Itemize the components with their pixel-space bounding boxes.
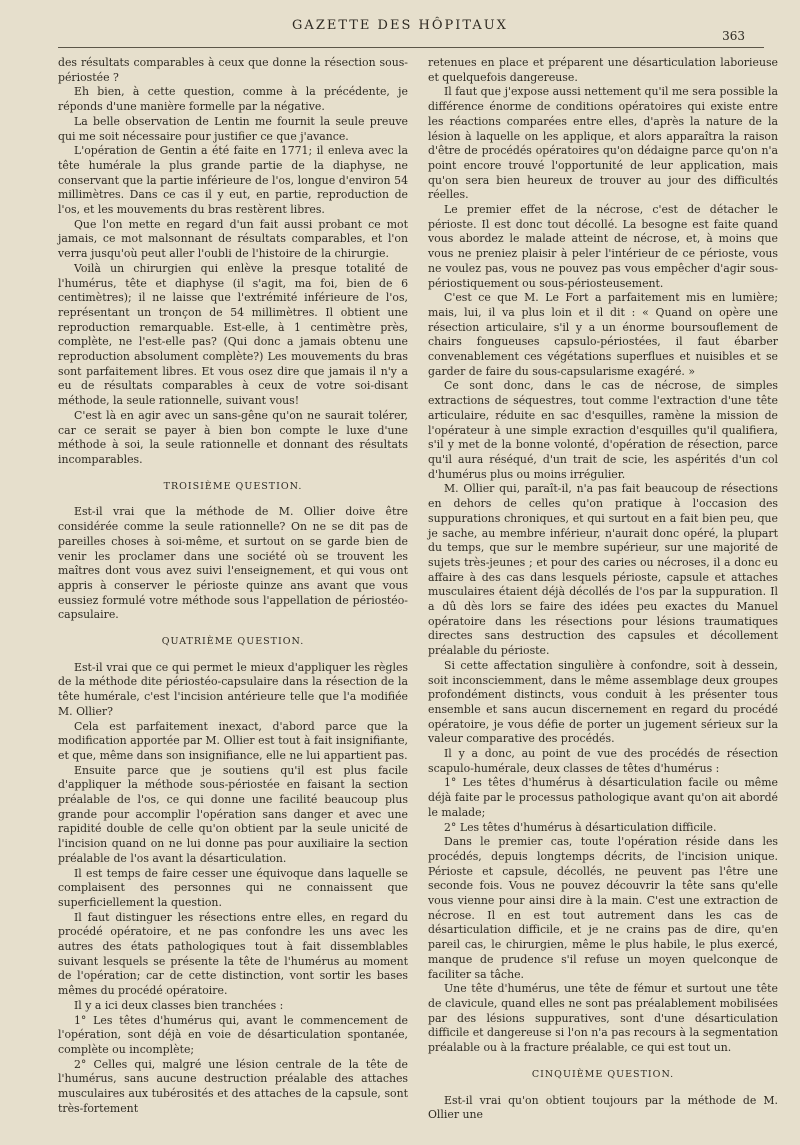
paragraph: Est-il vrai que la méthode de M. Ollier doive être considérée comme la seule rationnelle? On ne se dit pas de pareilles choses à soi-même, et surtout on se garde bien de venir les proclamer dans une société où se trouvent les maîtres dont vous avez suivi l'enseignement, et qui vous ont appris à conserver le périoste quinze ans avant que vous eussiez formulé votre méthode sous l'appellation de périostéo-capsulaire. [58, 505, 408, 622]
paragraph: Dans le premier cas, toute l'opération réside dans les procédés, depuis longtemps décrits, de l'incision unique. Périoste et capsule, décollés, ne peuvent pas l'être une seconde fois. Vous ne pouvez découvrir la tête sans qu'elle vous vienne pour ainsi dire à la main. C'est une extraction de nécrose. Il en est tout autrement dans les cas de désarticulation difficile, et je ne crains pas de dire, qu'en pareil cas, le chirurgien, même le plus habile, le plus exercé, manque de prudence s'il refuse un moyen quelconque de faciliter sa tâche. [428, 835, 778, 981]
running-title: GAZETTE DES HÔPITAUX [292, 18, 508, 33]
page-header [0, 0, 800, 48]
paragraph: L'opération de Gentin a été faite en 1771; il enleva avec la tête humérale la plus grande partie de la diaphyse, ne conservant que la partie inférieure de l'os, longue d'environ 54 millimètres. Dans ce cas il y eut, en partie, reproduction de l'os, et les mouvements du bras restèrent libres. [58, 144, 408, 217]
paragraph: Eh bien, à cette question, comme à la précédente, je réponds d'une manière formelle par la négative. [58, 85, 408, 114]
paragraph: retenues en place et préparent une désarticulation laborieuse et quelquefois dangereuse. [428, 56, 778, 84]
paragraph: Voilà un chirurgien qui enlève la presque totalité de l'humérus, tête et diaphyse (il s'agit, ma foi, bien de 6 centimètres); il ne laisse que l'extrémité inférieure de l'os, représentant un tronçon de 54 millimètres. Il obtient une reproduction remarquable. Est-elle, à 1 centimètre près, complète, ne l'est-elle pas? (Qui donc a jamais obtenu une reproduction absolument complète?) Les mouvements du bras sont parfaitement libres. Et vous osez dire que jamais il n'y a eu de résultats comparables à ceux de votre soi-disant méthode, la seule rationnelle, suivant vous! [58, 261, 408, 408]
paragraph: Si cette affectation singulière à confondre, soit à dessein, soit inconsciemment, dans le même assemblage deux groupes profondément distincts, vous conduit à les présenter tous ensemble et sans aucun discernement en regard du procédé opératoire, je vous défie de porter un jugement sérieux sur la valeur comparative des procédés. [428, 658, 778, 746]
paragraph: des résultats comparables à ceux que donne la résection sous-périostée ? [58, 56, 408, 84]
paragraph: Il faut distinguer les résections entre elles, en regard du procédé opératoire, et ne pas confondre les uns avec les autres des états pathologiques tout à fait dissemblables suivant lesquels se présente la tête de l'humérus au moment de l'opération; car de cette distinction, vont sortir les bases mêmes du procédé opératoire. [58, 910, 408, 998]
paragraph: C'est là en agir avec un sans-gêne qu'on ne saurait tolérer, car ce serait se payer à bien bon compte le luxe d'une méthode à soi, la seule rationnelle et donnant des résultats incomparables. [58, 408, 408, 466]
page-number: 363 [722, 29, 745, 43]
list-item: 1° Les têtes d'humérus à désarticulation facile ou même déjà faite par le processus pathologique avant qu'on ait abordé le malade; [428, 776, 778, 819]
right-column [428, 56, 778, 1123]
paragraph: Il y a donc, au point de vue des procédés de résection scapulo-humérale, deux classes de têtes d'humérus : [428, 747, 778, 775]
paragraph: Une tête d'humérus, une tête de fémur et surtout une tête de clavicule, quand elles ne sont pas préalablement mobilisées par des lésions suppuratives, sont d'une désarticulation difficile et dangereuse si l'on n'a pas recours à la segmentation préalable ou à la fracture préalable, ce qui est tout un. [428, 982, 778, 1055]
paragraph: Le premier effet de la nécrose, c'est de détacher le périoste. Il est donc tout décollé. La besogne est faite quand vous abordez le malade atteint de nécrose, et, à moins que vous ne preniez plaisir à peler l'intérieur de ce périoste, vous ne voulez pas, vous ne pouvez pas vous empêcher d'agir sous-périostiquement ou sous-périosteusement. [428, 203, 778, 290]
paragraph: Il y a ici deux classes bien tranchées : [74, 998, 284, 1012]
list-item: 2° Celles qui, malgré une lésion centrale de la tête de l'humérus, sans aucune destruction préalable des attaches musculaires aux tubérosités et des attaches de la capsule, sont très-fortement [58, 1057, 408, 1115]
paragraph: Il faut que j'expose aussi nettement qu'il me sera possible la différence énorme de conditions opératoires qui existe entre les réactions comparées entre elles, d'après la nature de la lésion à laquelle on les applique, et alors apparaîtra la raison d'être de procédés opératoires qu'on dédaigne parce qu'on n'a point encore trouvé l'opportunité de leur application, mais qu'on sera bien heureux de trouver au jour des difficultés réelles. [428, 85, 778, 202]
list-item: 2° Les têtes d'humérus à désarticulation difficile. [444, 820, 717, 834]
paragraph: Est-il vrai qu'on obtient toujours par la méthode de M. Ollier une [428, 1093, 778, 1122]
paragraph: M. Ollier qui, paraît-il, n'a pas fait beaucoup de résections en dehors de celles qu'on pratique à l'occasion des suppurations chroniques, et qui surtout en a fait bien peu, que je sache, au membre inférieur, n'aurait donc opéré, la plupart du temps, que sur le membre supérieur, sur une majorité de sujets très-jeunes ; et pour des caries ou nécroses, il a donc eu affaire à des cas dans lesquels périoste, capsule et attaches musculaires étaient déjà décollés de l'os par la suppuration. Il a dû dès lors se faire des idées peu exactes du Manuel opératoire dans les résections pour lésions traumatiques directes sans destruction des capsules et décollement préalable du périoste. [428, 482, 778, 658]
paragraph: Il est temps de faire cesser une équivoque dans laquelle se complaisent des personnes qui ne connaissent que superficiellement la question. [58, 866, 408, 909]
section-heading-fourth-question: QUATRIÈME QUESTION. [161, 636, 305, 648]
paragraph: C'est ce que M. Le Fort a parfaitement mis en lumière; mais, lui, il va plus loin et il dit : « Quand on opère une résection articulaire, s'il y a un énorme boursouflement de chairs fongueuses capsulo-périostées, il faut ébarber convenablement ces végétations superflues et nuisibles et se garder de faire du sous-capsularisme exagéré. » [428, 291, 778, 378]
paragraph: Cela est parfaitement inexact, d'abord parce que la modification apportée par M. Ollier est tout à fait insignifiante, et que, même dans son insignifiance, elle ne lui appartient pas. [58, 719, 408, 762]
paragraph: La belle observation de Lentin me fournit la seule preuve qui me soit nécessaire pour justifier ce que j'avance. [58, 114, 408, 143]
header-rule [58, 47, 764, 48]
section-heading-third-question: TROISIÈME QUESTION. [163, 480, 303, 492]
paragraph: Ensuite parce que je soutiens qu'il est plus facile d'appliquer la méthode sous-périostée en faisant la section préalable de l'os, ce qui donne une facilité beaucoup plus grande pour accomplir l'opération sans danger et avec une rapidité double de celle qu'on obtient par la seule unicité de l'incision quand on ne lui donne pas pour auxiliaire la section préalable de l'os avant la désarticulation. [58, 763, 408, 865]
left-column [58, 56, 408, 1117]
paragraph: Que l'on mette en regard d'un fait aussi probant ce mot jamais, ce mot malsonnant de résultats comparables, et l'on verra jusqu'où peut aller l'oubli de l'histoire de la chirurgie. [58, 217, 408, 261]
list-item: 1° Les têtes d'humérus qui, avant le commencement de l'opération, sont déjà en voie de désarticulation spontanée, complète ou incomplète; [58, 1013, 408, 1056]
paragraph: Ce sont donc, dans le cas de nécrose, de simples extractions de séquestres, tout comme l'extraction d'une tête articulaire, réduite en sac d'esquilles, ramène la mission de l'opérateur à une simple exraction d'esquilles qu'il qualifiera, s'il y met de la bonne volonté, d'opération de résection, parce qu'il aura réséqué, d'un trait de scie, les aspérités d'un col d'humérus plus ou moins irrégulier. [428, 379, 778, 481]
paragraph: Est-il vrai que ce qui permet le mieux d'appliquer les règles de la méthode dite périostéo-capsulaire dans la résection de la tête humérale, c'est l'incision antérieure telle que l'a modifiée M. Ollier? [58, 660, 408, 718]
section-heading-fifth-question: CINQUIÈME QUESTION. [531, 1068, 675, 1080]
